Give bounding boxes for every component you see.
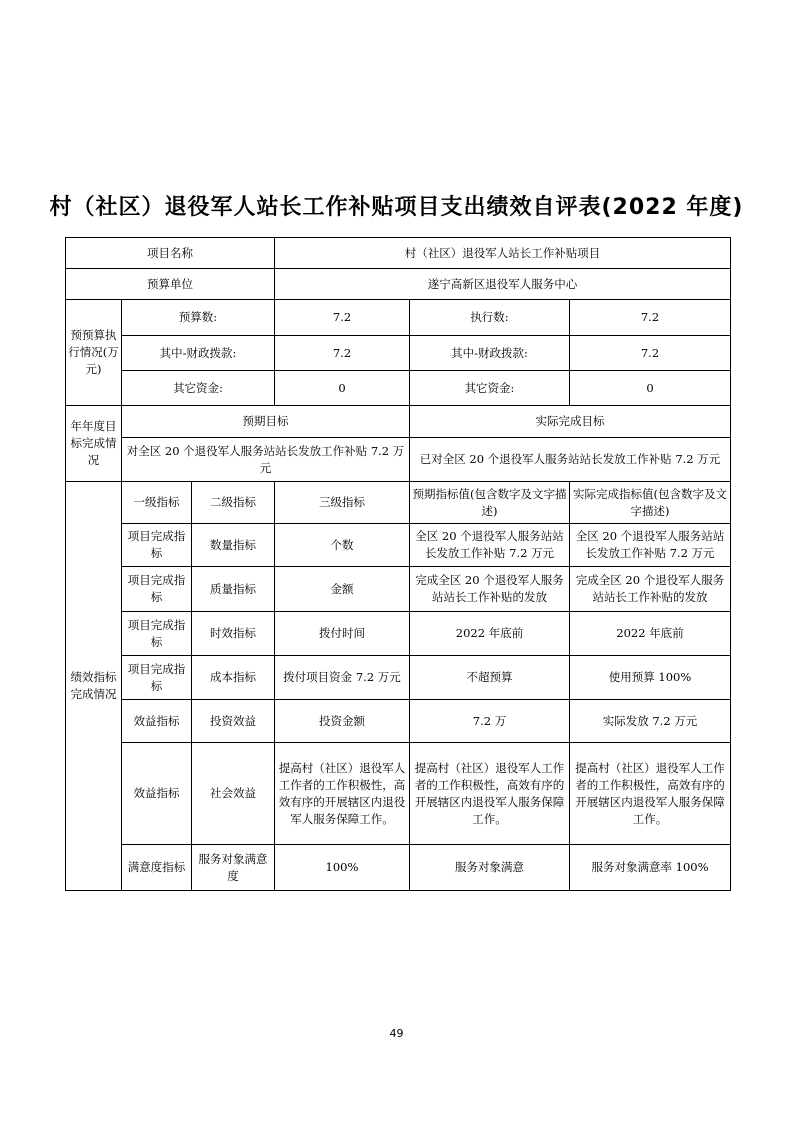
header-level1: 一级指标: [122, 482, 192, 524]
indicator-level2: 服务对象满意度: [192, 845, 275, 891]
indicator-level2: 投资效益: [192, 700, 275, 743]
budget-unit-value: 遂宁高新区退役军人服务中心: [275, 269, 731, 300]
indicator-level3: 提高村（社区）退役军人工作者的工作积极性，高效有序的开展辖区内退役军人服务保障工作。: [275, 743, 410, 845]
project-name-value: 村（社区）退役军人站长工作补贴项目: [275, 238, 731, 269]
indicator-level2: 时效指标: [192, 612, 275, 656]
table-row: [66, 238, 731, 269]
indicator-level3: 100%: [275, 845, 410, 891]
table-row: [66, 612, 731, 656]
indicator-actual: 全区 20 个退役军人服务站站长发放工作补贴 7.2 万元: [570, 524, 731, 567]
page-number: 49: [389, 1027, 404, 1040]
other-executed-value: 0: [570, 371, 731, 406]
table-row: [66, 269, 731, 300]
table-row: [66, 743, 731, 845]
indicator-expected: 全区 20 个退役军人服务站站长发放工作补贴 7.2 万元: [410, 524, 570, 567]
expected-goal-text: 对全区 20 个退役军人服务站站长发放工作补贴 7.2 万元: [122, 438, 410, 482]
finance-executed-label: 其中-财政拨款:: [410, 336, 570, 371]
project-name-label: 项目名称: [66, 238, 275, 269]
indicator-level3: 个数: [275, 524, 410, 567]
finance-budget-label: 其中-财政拨款:: [122, 336, 275, 371]
table-row: [66, 524, 731, 567]
indicator-level2: 社会效益: [192, 743, 275, 845]
indicator-level1: 效益指标: [122, 700, 192, 743]
table-row: [66, 656, 731, 700]
indicator-level2: 数量指标: [192, 524, 275, 567]
indicator-actual: 服务对象满意率 100%: [570, 845, 731, 891]
indicator-actual: 提高村（社区）退役军人工作者的工作积极性，高效有序的开展辖区内退役军人服务保障工作。: [570, 743, 731, 845]
executed-amount-label: 执行数:: [410, 300, 570, 336]
indicator-actual: 2022 年底前: [570, 612, 731, 656]
annual-goals-label: 年年度目标完成情况: [66, 406, 122, 482]
other-budget-label: 其它资金:: [122, 371, 275, 406]
header-expected-value: 预期指标值(包含数字及文字描述): [410, 482, 570, 524]
finance-budget-value: 7.2: [275, 336, 410, 371]
performance-evaluation-table: [65, 237, 731, 891]
indicator-level1: 项目完成指标: [122, 656, 192, 700]
executed-amount-value: 7.2: [570, 300, 731, 336]
table-row: [66, 438, 731, 482]
indicator-level2: 成本指标: [192, 656, 275, 700]
indicator-actual: 实际发放 7.2 万元: [570, 700, 731, 743]
other-executed-label: 其它资金:: [410, 371, 570, 406]
indicator-expected: 提高村（社区）退役军人工作者的工作积极性，高效有序的开展辖区内退役军人服务保障工作。: [410, 743, 570, 845]
indicator-level1: 项目完成指标: [122, 567, 192, 612]
budget-execution-label: 预预算执行情况(万元): [66, 300, 122, 406]
budget-unit-label: 预算单位: [66, 269, 275, 300]
table-row: [66, 567, 731, 612]
table-row: [66, 482, 731, 524]
indicator-expected: 服务对象满意: [410, 845, 570, 891]
indicator-level3: 拨付项目资金 7.2 万元: [275, 656, 410, 700]
indicator-expected: 完成全区 20 个退役军人服务站站长工作补贴的发放: [410, 567, 570, 612]
indicator-level1: 效益指标: [122, 743, 192, 845]
page-title: 村（社区）退役军人站长工作补贴项目支出绩效自评表(2022 年度): [49, 195, 744, 220]
indicator-actual: 使用预算 100%: [570, 656, 731, 700]
indicator-level2: 质量指标: [192, 567, 275, 612]
table-row: [66, 406, 731, 438]
indicator-expected: 7.2 万: [410, 700, 570, 743]
table-row: [66, 371, 731, 406]
budget-amount-value: 7.2: [275, 300, 410, 336]
table-row: [66, 336, 731, 371]
indicator-level3: 拨付时间: [275, 612, 410, 656]
indicator-level1: 项目完成指标: [122, 524, 192, 567]
header-level3: 三级指标: [275, 482, 410, 524]
indicator-level1: 项目完成指标: [122, 612, 192, 656]
actual-goal-text: 已对全区 20 个退役军人服务站站长发放工作补贴 7.2 万元: [410, 438, 731, 482]
indicator-expected: 2022 年底前: [410, 612, 570, 656]
budget-amount-label: 预算数:: [122, 300, 275, 336]
other-budget-value: 0: [275, 371, 410, 406]
header-level2: 二级指标: [192, 482, 275, 524]
finance-executed-value: 7.2: [570, 336, 731, 371]
indicator-level3: 金额: [275, 567, 410, 612]
indicator-expected: 不超预算: [410, 656, 570, 700]
indicator-actual: 完成全区 20 个退役军人服务站站长工作补贴的发放: [570, 567, 731, 612]
actual-goal-header: 实际完成目标: [410, 406, 731, 438]
table-row: [66, 300, 731, 336]
expected-goal-header: 预期目标: [122, 406, 410, 438]
table-row: [66, 700, 731, 743]
header-actual-value: 实际完成指标值(包含数字及文字描述): [570, 482, 731, 524]
indicator-level3: 投资金额: [275, 700, 410, 743]
indicator-level1: 满意度指标: [122, 845, 192, 891]
performance-label: 绩效指标完成情况: [66, 482, 122, 891]
table-row: [66, 845, 731, 891]
